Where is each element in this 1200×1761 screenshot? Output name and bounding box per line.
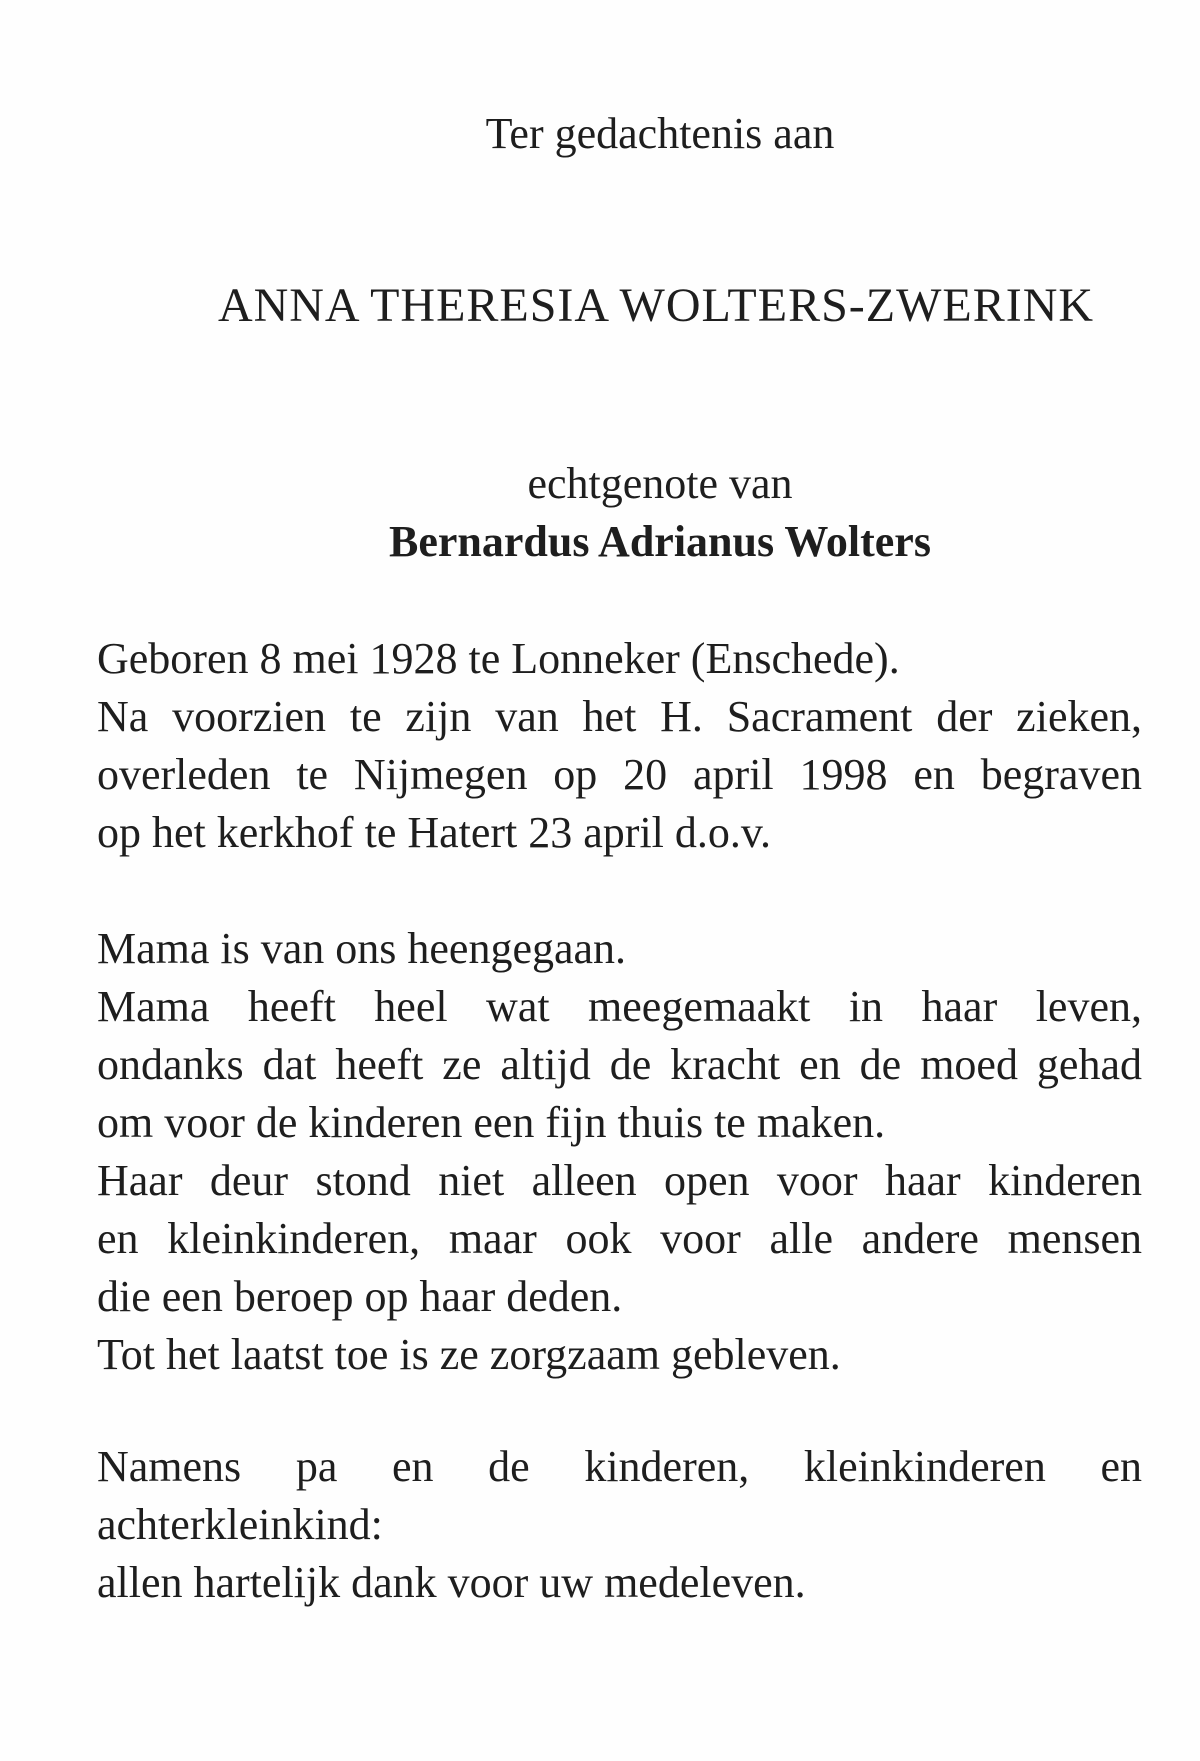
deceased-name: ANNA THERESIA WOLTERS-ZWERINK [217,279,1095,332]
tribute-line: Mama is van ons heengegaan. [97,924,627,973]
tribute-line: Mama heeft heel wat meegemaakt in haar leven, [97,982,1142,1031]
spouse-name: Bernardus Adrianus Wolters [389,517,931,566]
life-line: Na voorzien te zijn van het H. Sacrament der zieken, [97,692,1142,741]
tribute-line: ondanks dat heeft ze altijd de kracht en de moed gehad [97,1040,1142,1089]
spouse-label: echtgenote van [527,459,793,508]
tribute-line: die een beroep op haar deden. [97,1272,623,1321]
life-line: overleden te Nijmegen op 20 april 1998 en begraven [97,750,1142,799]
life-line: op het kerkhof te Hatert 23 april d.o.v. [97,808,772,857]
life-line: Geboren 8 mei 1928 te Lonneker (Enschede). [97,634,900,683]
thanks-line: allen hartelijk dank voor uw medeleven. [97,1558,806,1607]
thanks-line: Namens pa en de kinderen, kleinkinderen en [97,1442,1142,1491]
thanks-line: achterkleinkind: [97,1500,383,1549]
intro-text: Ter gedachtenis aan [485,109,835,158]
tribute-line: en kleinkinderen, maar ook voor alle andere mensen [97,1214,1142,1263]
tribute-line: Tot het laatst toe is ze zorgzaam gebleven. [97,1330,841,1379]
tribute-line: om voor de kinderen een fijn thuis te maken. [97,1098,886,1147]
life-details-paragraph [97,630,1142,862]
thanks-paragraph [97,1438,1142,1612]
tribute-paragraph [97,920,1142,1384]
tribute-line: Haar deur stond niet alleen open voor haar kinderen [97,1156,1142,1205]
